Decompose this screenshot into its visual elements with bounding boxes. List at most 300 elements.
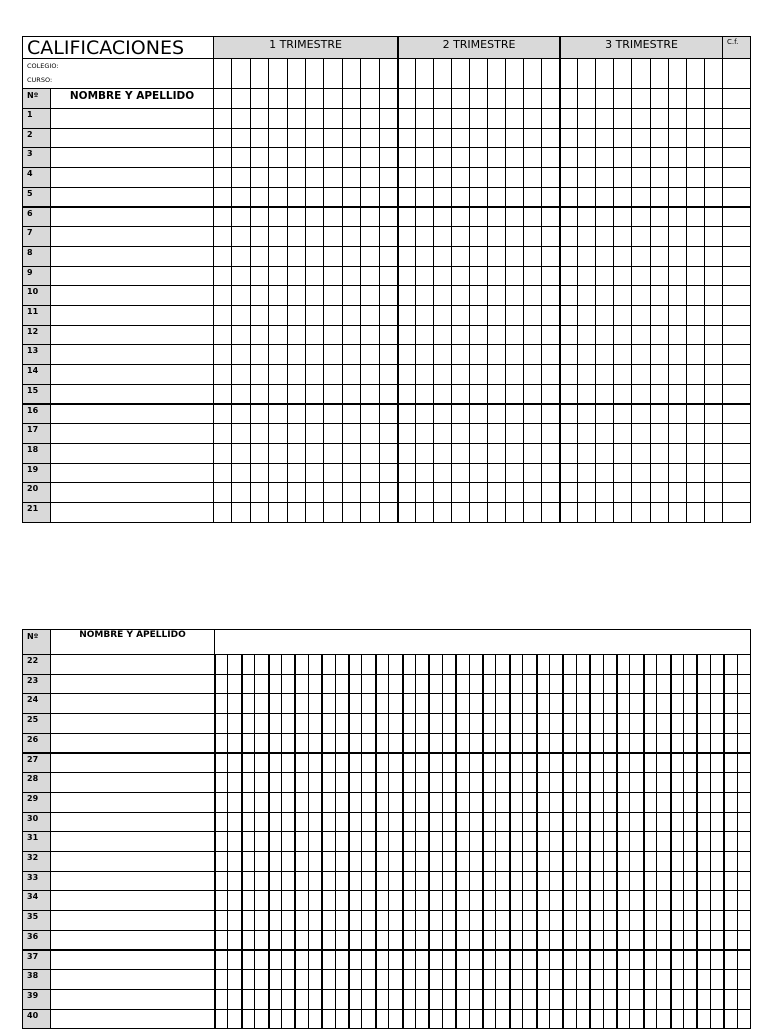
grade-cell[interactable] [656,989,670,1010]
grade-cell[interactable] [505,187,524,208]
grade-cell[interactable] [577,246,596,267]
grade-cell[interactable] [723,930,737,951]
grade-cell[interactable] [305,147,324,168]
grade-cell[interactable] [379,305,398,326]
grade-cell[interactable] [281,890,295,911]
grade-cell[interactable] [342,128,361,149]
grade-cell[interactable] [613,463,632,484]
grade-cell[interactable] [402,713,416,734]
grade-cell[interactable] [643,753,657,774]
grade-cell[interactable] [428,989,442,1010]
grade-cell[interactable] [360,226,379,247]
grade-cell[interactable] [577,325,596,346]
grade-cell[interactable] [250,147,269,168]
grade-cell[interactable] [415,812,429,833]
grade-cell[interactable] [495,890,509,911]
grade-cell[interactable] [668,482,687,503]
grade-cell[interactable] [559,147,578,168]
grade-cell[interactable] [603,674,617,695]
grade-cell[interactable] [305,88,324,109]
grade-cell[interactable] [650,128,669,149]
student-name-cell[interactable] [50,969,215,990]
grade-cell[interactable] [323,423,342,444]
grade-cell[interactable] [308,772,322,793]
grade-cell[interactable] [603,890,617,911]
grade-cell[interactable] [668,364,687,385]
final-grade-cell[interactable] [722,147,751,168]
grade-cell[interactable] [559,502,578,523]
grade-cell[interactable] [482,831,496,852]
student-name-cell[interactable] [50,989,215,1010]
grade-cell[interactable] [268,851,282,872]
grade-cell[interactable] [268,443,287,464]
grade-cell[interactable] [522,851,536,872]
grade-cell[interactable] [469,463,488,484]
grade-cell[interactable] [469,753,483,774]
student-name-cell[interactable] [50,207,214,228]
grade-cell[interactable] [505,108,524,129]
grade-cell[interactable] [536,812,550,833]
grade-cell[interactable] [683,753,697,774]
grade-cell[interactable] [451,128,470,149]
grade-cell[interactable] [428,890,442,911]
grade-cell[interactable] [613,108,632,129]
grade-cell[interactable] [305,384,324,405]
grade-cell[interactable] [595,58,614,89]
student-name-cell[interactable] [50,930,215,951]
grade-cell[interactable] [650,443,669,464]
grade-cell[interactable] [613,404,632,425]
grade-cell[interactable] [268,423,287,444]
grade-cell[interactable] [559,226,578,247]
grade-cell[interactable] [213,404,232,425]
grade-cell[interactable] [415,147,434,168]
grade-cell[interactable] [214,910,228,931]
grade-cell[interactable] [523,285,542,306]
grade-cell[interactable] [397,502,416,523]
grade-cell[interactable] [250,207,269,228]
grade-cell[interactable] [509,812,523,833]
grade-cell[interactable] [589,910,603,931]
grade-cell[interactable] [268,772,282,793]
final-grade-cell[interactable] [722,325,751,346]
grade-cell[interactable] [523,266,542,287]
grade-cell[interactable] [686,344,705,365]
grade-cell[interactable] [379,502,398,523]
grade-cell[interactable] [214,1009,228,1029]
grade-cell[interactable] [254,812,268,833]
grade-cell[interactable] [287,266,306,287]
grade-cell[interactable] [379,404,398,425]
grade-cell[interactable] [268,226,287,247]
grade-cell[interactable] [213,364,232,385]
grade-cell[interactable] [428,812,442,833]
grade-cell[interactable] [360,463,379,484]
grade-cell[interactable] [213,226,232,247]
grade-cell[interactable] [342,482,361,503]
grade-cell[interactable] [388,812,402,833]
grade-cell[interactable] [214,989,228,1010]
grade-cell[interactable] [227,1009,241,1029]
grade-cell[interactable] [250,325,269,346]
grade-cell[interactable] [683,930,697,951]
grade-cell[interactable] [723,989,737,1010]
grade-cell[interactable] [281,871,295,892]
grade-cell[interactable] [287,502,306,523]
grade-cell[interactable] [710,812,724,833]
grade-cell[interactable] [397,404,416,425]
grade-cell[interactable] [509,831,523,852]
grade-cell[interactable] [361,989,375,1010]
grade-cell[interactable] [656,812,670,833]
grade-cell[interactable] [335,851,349,872]
grade-cell[interactable] [536,871,550,892]
grade-cell[interactable] [375,674,389,695]
grade-cell[interactable] [522,812,536,833]
grade-cell[interactable] [360,502,379,523]
grade-cell[interactable] [683,890,697,911]
grade-cell[interactable] [415,851,429,872]
grade-cell[interactable] [342,285,361,306]
grade-cell[interactable] [268,305,287,326]
grade-cell[interactable] [541,502,560,523]
grade-cell[interactable] [522,753,536,774]
grade-cell[interactable] [522,674,536,695]
grade-cell[interactable] [402,969,416,990]
grade-cell[interactable] [683,713,697,734]
grade-cell[interactable] [616,654,630,675]
grade-cell[interactable] [577,482,596,503]
grade-cell[interactable] [541,266,560,287]
grade-cell[interactable] [656,831,670,852]
grade-cell[interactable] [268,128,287,149]
grade-cell[interactable] [505,147,524,168]
grade-cell[interactable] [696,674,710,695]
grade-cell[interactable] [487,167,506,188]
grade-cell[interactable] [379,128,398,149]
grade-cell[interactable] [227,831,241,852]
grade-cell[interactable] [723,831,737,852]
grade-cell[interactable] [603,871,617,892]
grade-cell[interactable] [656,851,670,872]
grade-cell[interactable] [616,792,630,813]
grade-cell[interactable] [287,207,306,228]
grade-cell[interactable] [379,58,398,89]
grade-cell[interactable] [495,1009,509,1029]
grade-cell[interactable] [482,1009,496,1029]
grade-cell[interactable] [549,989,563,1010]
grade-cell[interactable] [442,713,456,734]
grade-cell[interactable] [213,344,232,365]
grade-cell[interactable] [469,989,483,1010]
grade-cell[interactable] [577,108,596,129]
grade-cell[interactable] [442,772,456,793]
grade-cell[interactable] [433,167,452,188]
grade-cell[interactable] [696,693,710,714]
grade-cell[interactable] [549,890,563,911]
grade-cell[interactable] [268,812,282,833]
grade-cell[interactable] [686,226,705,247]
grade-cell[interactable] [577,226,596,247]
grade-cell[interactable] [482,989,496,1010]
grade-cell[interactable] [589,930,603,951]
grade-cell[interactable] [656,753,670,774]
grade-cell[interactable] [241,812,255,833]
grade-cell[interactable] [214,930,228,951]
grade-cell[interactable] [523,88,542,109]
grade-cell[interactable] [541,88,560,109]
grade-cell[interactable] [469,812,483,833]
grade-cell[interactable] [250,443,269,464]
grade-cell[interactable] [723,654,737,675]
grade-cell[interactable] [375,713,389,734]
grade-cell[interactable] [397,187,416,208]
grade-cell[interactable] [442,674,456,695]
grade-cell[interactable] [670,989,684,1010]
grade-cell[interactable] [375,654,389,675]
grade-cell[interactable] [214,713,228,734]
grade-cell[interactable] [686,207,705,228]
grade-cell[interactable] [428,792,442,813]
grade-cell[interactable] [231,128,250,149]
grade-cell[interactable] [213,187,232,208]
grade-cell[interactable] [541,384,560,405]
grade-cell[interactable] [670,871,684,892]
grade-cell[interactable] [668,108,687,129]
grade-cell[interactable] [656,950,670,971]
grade-cell[interactable] [433,266,452,287]
grade-cell[interactable] [541,147,560,168]
grade-cell[interactable] [469,266,488,287]
grade-cell[interactable] [305,246,324,267]
grade-cell[interactable] [562,871,576,892]
grade-cell[interactable] [442,890,456,911]
grade-cell[interactable] [227,812,241,833]
grade-cell[interactable] [541,246,560,267]
grade-cell[interactable] [335,792,349,813]
grade-cell[interactable] [704,108,723,129]
grade-cell[interactable] [629,831,643,852]
grade-cell[interactable] [379,108,398,129]
grade-cell[interactable] [451,344,470,365]
grade-cell[interactable] [522,772,536,793]
grade-cell[interactable] [402,989,416,1010]
grade-cell[interactable] [522,654,536,675]
grade-cell[interactable] [388,772,402,793]
grade-cell[interactable] [505,423,524,444]
student-name-cell[interactable] [50,1009,215,1029]
grade-cell[interactable] [375,1009,389,1029]
grade-cell[interactable] [323,128,342,149]
grade-cell[interactable] [495,989,509,1010]
grade-cell[interactable] [281,989,295,1010]
student-name-cell[interactable] [50,128,214,149]
grade-cell[interactable] [670,753,684,774]
grade-cell[interactable] [723,792,737,813]
grade-cell[interactable] [505,58,524,89]
grade-cell[interactable] [487,482,506,503]
grade-cell[interactable] [305,207,324,228]
grade-cell[interactable] [549,930,563,951]
grade-cell[interactable] [308,713,322,734]
grade-cell[interactable] [683,969,697,990]
grade-cell[interactable] [616,674,630,695]
grade-cell[interactable] [577,167,596,188]
grade-cell[interactable] [335,693,349,714]
grade-cell[interactable] [321,713,335,734]
grade-cell[interactable] [505,226,524,247]
student-name-cell[interactable] [50,792,215,813]
grade-cell[interactable] [469,364,488,385]
grade-cell[interactable] [241,753,255,774]
grade-cell[interactable] [576,1009,590,1029]
grade-cell[interactable] [469,128,488,149]
grade-cell[interactable] [509,733,523,754]
grade-cell[interactable] [710,831,724,852]
grade-cell[interactable] [522,910,536,931]
grade-cell[interactable] [388,930,402,951]
grade-cell[interactable] [250,226,269,247]
grade-cell[interactable] [541,305,560,326]
grade-cell[interactable] [250,463,269,484]
grade-cell[interactable] [213,58,232,89]
grade-cell[interactable] [668,423,687,444]
grade-cell[interactable] [650,344,669,365]
grade-cell[interactable] [250,167,269,188]
grade-cell[interactable] [576,812,590,833]
grade-cell[interactable] [455,1009,469,1029]
grade-cell[interactable] [213,443,232,464]
grade-cell[interactable] [308,989,322,1010]
grade-cell[interactable] [670,1009,684,1029]
grade-cell[interactable] [629,910,643,931]
grade-cell[interactable] [562,950,576,971]
grade-cell[interactable] [495,772,509,793]
grade-cell[interactable] [227,930,241,951]
grade-cell[interactable] [433,58,452,89]
grade-cell[interactable] [589,989,603,1010]
grade-cell[interactable] [348,674,362,695]
grade-cell[interactable] [577,463,596,484]
grade-cell[interactable] [523,325,542,346]
grade-cell[interactable] [433,325,452,346]
grade-cell[interactable] [576,792,590,813]
grade-cell[interactable] [696,890,710,911]
final-grade-cell[interactable] [722,463,751,484]
grade-cell[interactable] [281,831,295,852]
grade-cell[interactable] [595,423,614,444]
grade-cell[interactable] [650,167,669,188]
grade-cell[interactable] [541,128,560,149]
grade-cell[interactable] [360,207,379,228]
grade-cell[interactable] [613,325,632,346]
grade-cell[interactable] [415,187,434,208]
grade-cell[interactable] [686,482,705,503]
grade-cell[interactable] [375,969,389,990]
student-name-cell[interactable] [50,482,214,503]
grade-cell[interactable] [287,344,306,365]
grade-cell[interactable] [360,108,379,129]
grade-cell[interactable] [281,713,295,734]
grade-cell[interactable] [683,1009,697,1029]
grade-cell[interactable] [595,463,614,484]
grade-cell[interactable] [335,950,349,971]
grade-cell[interactable] [577,58,596,89]
grade-cell[interactable] [559,167,578,188]
grade-cell[interactable] [455,693,469,714]
grade-cell[interactable] [433,128,452,149]
grade-cell[interactable] [559,246,578,267]
grade-cell[interactable] [559,108,578,129]
grade-cell[interactable] [549,772,563,793]
grade-cell[interactable] [442,693,456,714]
grade-cell[interactable] [616,772,630,793]
grade-cell[interactable] [696,772,710,793]
grade-cell[interactable] [268,871,282,892]
grade-cell[interactable] [737,930,751,951]
grade-cell[interactable] [650,88,669,109]
grade-cell[interactable] [670,969,684,990]
grade-cell[interactable] [442,851,456,872]
grade-cell[interactable] [305,344,324,365]
grade-cell[interactable] [227,851,241,872]
grade-cell[interactable] [723,713,737,734]
grade-cell[interactable] [250,384,269,405]
grade-cell[interactable] [536,950,550,971]
grade-cell[interactable] [451,226,470,247]
grade-cell[interactable] [433,502,452,523]
grade-cell[interactable] [323,226,342,247]
grade-cell[interactable] [231,246,250,267]
grade-cell[interactable] [348,772,362,793]
grade-cell[interactable] [375,989,389,1010]
grade-cell[interactable] [305,502,324,523]
grade-cell[interactable] [686,58,705,89]
grade-cell[interactable] [549,753,563,774]
grade-cell[interactable] [397,108,416,129]
grade-cell[interactable] [268,930,282,951]
grade-cell[interactable] [287,187,306,208]
grade-cell[interactable] [348,654,362,675]
grade-cell[interactable] [342,384,361,405]
grade-cell[interactable] [686,443,705,464]
grade-cell[interactable] [213,502,232,523]
grade-cell[interactable] [294,693,308,714]
grade-cell[interactable] [589,772,603,793]
grade-cell[interactable] [231,502,250,523]
grade-cell[interactable] [308,674,322,695]
grade-cell[interactable] [402,910,416,931]
grade-cell[interactable] [321,792,335,813]
grade-cell[interactable] [361,693,375,714]
grade-cell[interactable] [241,674,255,695]
grade-cell[interactable] [595,226,614,247]
final-grade-cell[interactable] [722,226,751,247]
grade-cell[interactable] [523,423,542,444]
student-name-cell[interactable] [50,423,214,444]
grade-cell[interactable] [737,812,751,833]
grade-cell[interactable] [214,950,228,971]
grade-cell[interactable] [227,871,241,892]
grade-cell[interactable] [559,482,578,503]
grade-cell[interactable] [643,772,657,793]
grade-cell[interactable] [348,871,362,892]
grade-cell[interactable] [231,226,250,247]
grade-cell[interactable] [686,108,705,129]
grade-cell[interactable] [268,325,287,346]
student-name-cell[interactable] [50,772,215,793]
grade-cell[interactable] [323,88,342,109]
